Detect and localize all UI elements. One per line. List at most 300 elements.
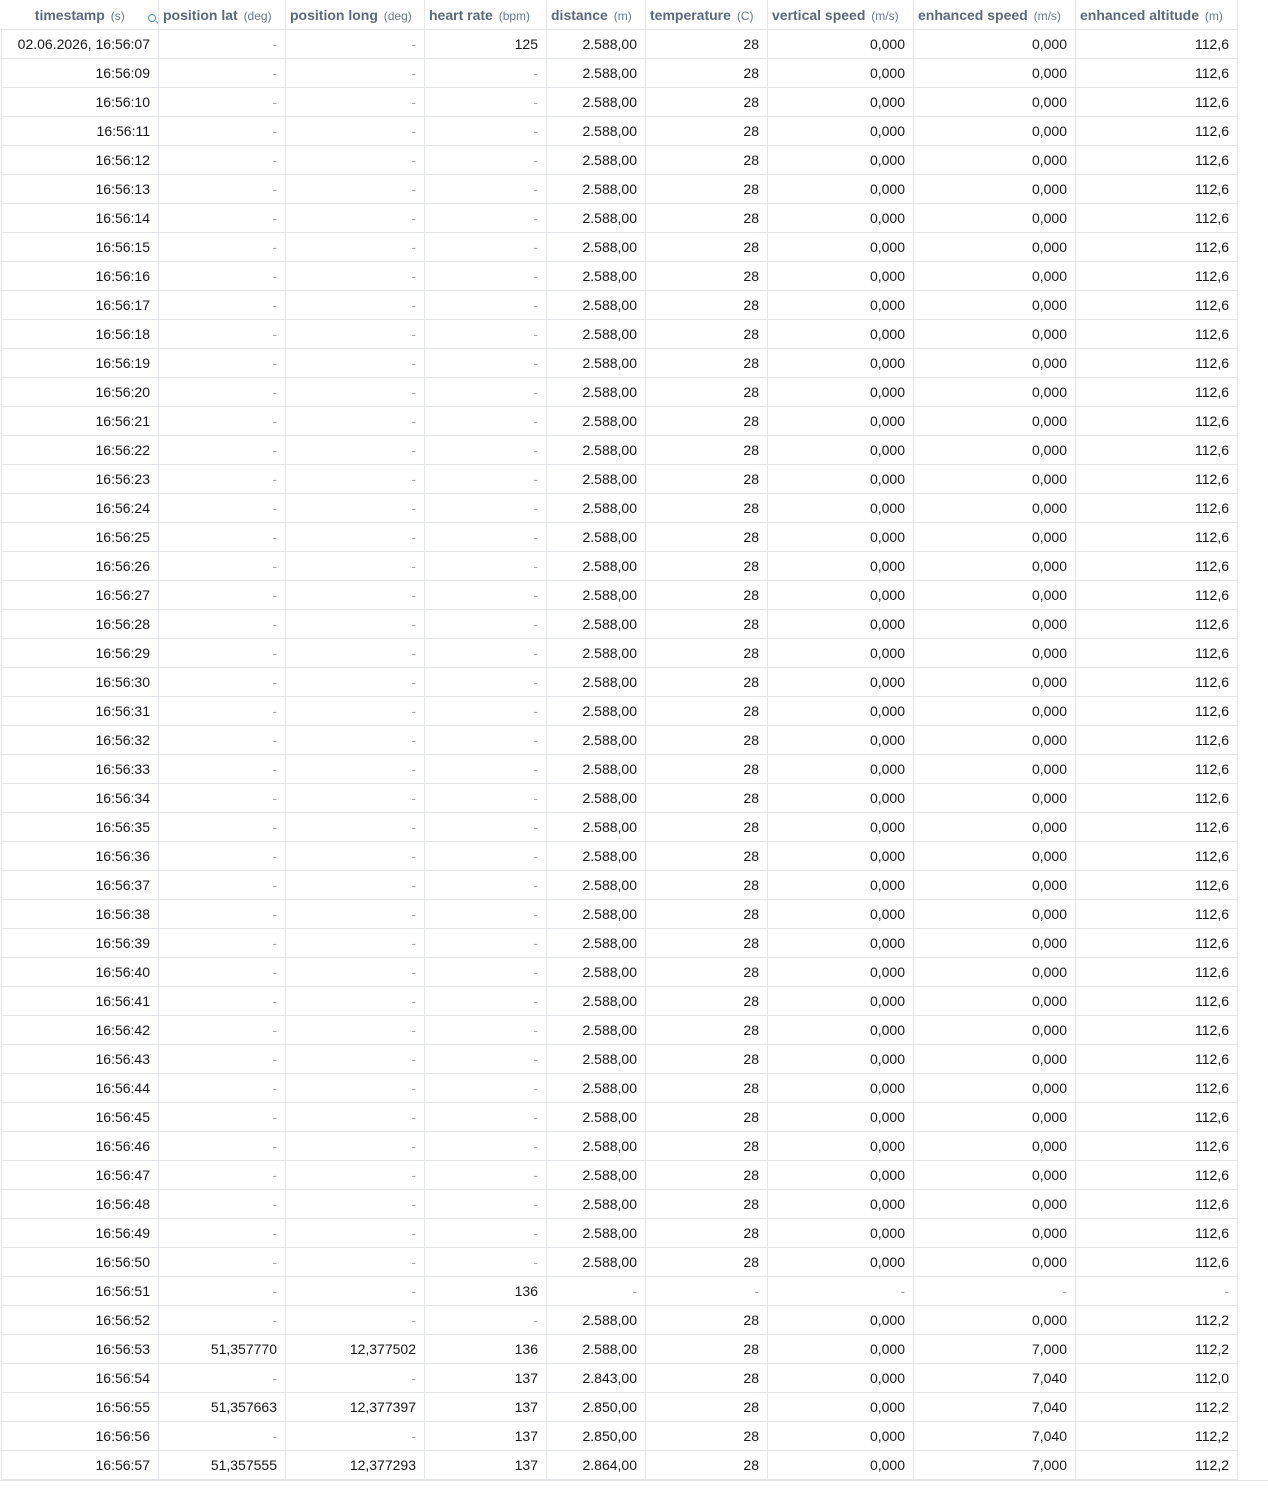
- table-cell-timestamp: 16:56:24: [2, 494, 159, 523]
- table-cell-vertical-speed: 0,000: [768, 320, 914, 349]
- table-cell-enhanced-altitude: 112,6: [1076, 1161, 1238, 1190]
- table-cell-vertical-speed: 0,000: [768, 291, 914, 320]
- table-cell-position-lat: -: [159, 987, 286, 1016]
- table-row[interactable]: [2, 1074, 1238, 1103]
- table-row[interactable]: [2, 291, 1238, 320]
- table-cell-enhanced-altitude: 112,6: [1076, 59, 1238, 88]
- table-cell-enhanced-speed: 0,000: [914, 146, 1076, 175]
- table-cell-timestamp: 16:56:31: [2, 697, 159, 726]
- column-header-label: position long: [290, 6, 378, 23]
- table-cell-enhanced-speed: 0,000: [914, 59, 1076, 88]
- table-cell-vertical-speed: 0,000: [768, 378, 914, 407]
- table-cell-enhanced-altitude: 112,6: [1076, 320, 1238, 349]
- table-cell-position-lat: -: [159, 871, 286, 900]
- table-cell-position-lat: -: [159, 755, 286, 784]
- table-cell-position-long: -: [286, 1248, 425, 1277]
- table-cell-enhanced-speed: 0,000: [914, 581, 1076, 610]
- table-cell-heart-rate: 137: [425, 1364, 547, 1393]
- table-cell-position-long: -: [286, 436, 425, 465]
- table-cell-heart-rate: -: [425, 668, 547, 697]
- table-cell-enhanced-altitude: 112,6: [1076, 1074, 1238, 1103]
- table-cell-temperature: 28: [646, 262, 768, 291]
- table-cell-position-long: -: [286, 88, 425, 117]
- table-row[interactable]: [2, 1277, 1238, 1306]
- column-header-enhanced-altitude[interactable]: [1076, 0, 1238, 30]
- table-cell-enhanced-altitude: 112,6: [1076, 900, 1238, 929]
- table-row[interactable]: [2, 1335, 1238, 1364]
- table-cell-vertical-speed: 0,000: [768, 117, 914, 146]
- data-table: [1, 0, 1238, 1480]
- table-cell-enhanced-speed: 0,000: [914, 668, 1076, 697]
- table-cell-position-long: -: [286, 117, 425, 146]
- table-cell-vertical-speed: 0,000: [768, 871, 914, 900]
- table-cell-vertical-speed: 0,000: [768, 175, 914, 204]
- table-cell-position-long: -: [286, 755, 425, 784]
- column-header-heart-rate[interactable]: [425, 0, 547, 30]
- table-cell-timestamp: 16:56:38: [2, 900, 159, 929]
- table-row[interactable]: [2, 494, 1238, 523]
- table-cell-position-long: -: [286, 610, 425, 639]
- table-row[interactable]: [2, 639, 1238, 668]
- table-cell-temperature: 28: [646, 726, 768, 755]
- column-header-unit: (bpm): [498, 8, 531, 23]
- column-header-label: vertical speed: [772, 6, 866, 23]
- table-row[interactable]: [2, 1306, 1238, 1335]
- table-cell-enhanced-altitude: 112,2: [1076, 1422, 1238, 1451]
- table-cell-position-lat: -: [159, 436, 286, 465]
- table-cell-heart-rate: -: [425, 784, 547, 813]
- table-cell-temperature: 28: [646, 929, 768, 958]
- table-cell-position-lat: -: [159, 1045, 286, 1074]
- table-cell-vertical-speed: 0,000: [768, 1016, 914, 1045]
- table-cell-position-lat: -: [159, 581, 286, 610]
- table-cell-heart-rate: 137: [425, 1422, 547, 1451]
- table-cell-heart-rate: -: [425, 1074, 547, 1103]
- table-cell-vertical-speed: 0,000: [768, 262, 914, 291]
- table-cell-position-long: -: [286, 1045, 425, 1074]
- table-cell-enhanced-speed: 7,000: [914, 1335, 1076, 1364]
- table-cell-heart-rate: -: [425, 465, 547, 494]
- table-cell-vertical-speed: 0,000: [768, 1074, 914, 1103]
- table-cell-enhanced-altitude: 112,6: [1076, 726, 1238, 755]
- table-cell-distance: 2.588,00: [547, 900, 646, 929]
- table-cell-enhanced-altitude: 112,6: [1076, 842, 1238, 871]
- table-cell-timestamp: 16:56:29: [2, 639, 159, 668]
- column-header-enhanced-speed[interactable]: [914, 0, 1076, 30]
- table-cell-temperature: 28: [646, 407, 768, 436]
- table-cell-enhanced-altitude: 112,6: [1076, 146, 1238, 175]
- table-cell-temperature: 28: [646, 610, 768, 639]
- table-cell-heart-rate: 137: [425, 1393, 547, 1422]
- table-cell-distance: 2.588,00: [547, 1190, 646, 1219]
- table-cell-position-long: -: [286, 1422, 425, 1451]
- table-cell-distance: 2.588,00: [547, 175, 646, 204]
- table-cell-heart-rate: -: [425, 1306, 547, 1335]
- table-cell-timestamp: 16:56:23: [2, 465, 159, 494]
- table-cell-enhanced-speed: 0,000: [914, 204, 1076, 233]
- table-cell-enhanced-altitude: 112,6: [1076, 610, 1238, 639]
- table-cell-heart-rate: -: [425, 755, 547, 784]
- table-cell-position-lat: -: [159, 813, 286, 842]
- table-cell-temperature: 28: [646, 900, 768, 929]
- table-cell-vertical-speed: 0,000: [768, 929, 914, 958]
- table-cell-distance: 2.588,00: [547, 755, 646, 784]
- table-row[interactable]: [2, 1248, 1238, 1277]
- table-cell-timestamp: 16:56:55: [2, 1393, 159, 1422]
- table-cell-vertical-speed: 0,000: [768, 813, 914, 842]
- table-cell-temperature: 28: [646, 320, 768, 349]
- table-cell-heart-rate: -: [425, 349, 547, 378]
- table-row[interactable]: [2, 726, 1238, 755]
- table-cell-temperature: 28: [646, 1161, 768, 1190]
- table-cell-position-lat: -: [159, 523, 286, 552]
- table-cell-timestamp: 02.06.2026, 16:56:07: [2, 30, 159, 59]
- table-cell-heart-rate: -: [425, 610, 547, 639]
- table-cell-enhanced-altitude: 112,6: [1076, 175, 1238, 204]
- table-cell-enhanced-speed: 0,000: [914, 639, 1076, 668]
- table-cell-heart-rate: -: [425, 987, 547, 1016]
- table-cell-timestamp: 16:56:13: [2, 175, 159, 204]
- table-row[interactable]: [2, 1219, 1238, 1248]
- table-cell-position-long: -: [286, 871, 425, 900]
- table-cell-position-long: -: [286, 146, 425, 175]
- table-cell-timestamp: 16:56:36: [2, 842, 159, 871]
- column-header-label: enhanced speed: [918, 6, 1028, 23]
- table-cell-timestamp: 16:56:19: [2, 349, 159, 378]
- table-cell-distance: 2.588,00: [547, 639, 646, 668]
- table-cell-temperature: 28: [646, 494, 768, 523]
- header-row: [2, 0, 1238, 30]
- table-cell-timestamp: 16:56:50: [2, 1248, 159, 1277]
- table-cell-timestamp: 16:56:27: [2, 581, 159, 610]
- table-cell-enhanced-altitude: 112,6: [1076, 581, 1238, 610]
- table-row[interactable]: [2, 262, 1238, 291]
- table-cell-position-lat: -: [159, 320, 286, 349]
- table-cell-position-long: 12,377397: [286, 1393, 425, 1422]
- table-cell-vertical-speed: 0,000: [768, 494, 914, 523]
- table-cell-enhanced-altitude: 112,6: [1076, 30, 1238, 59]
- table-cell-distance: 2.850,00: [547, 1422, 646, 1451]
- table-cell-vertical-speed: 0,000: [768, 639, 914, 668]
- table-cell-position-long: -: [286, 465, 425, 494]
- table-cell-enhanced-altitude: 112,6: [1076, 1045, 1238, 1074]
- table-row[interactable]: [2, 1422, 1238, 1451]
- table-row[interactable]: [2, 842, 1238, 871]
- table-cell-enhanced-altitude: -: [1076, 1277, 1238, 1306]
- table-cell-enhanced-speed: 0,000: [914, 494, 1076, 523]
- table-row[interactable]: [2, 1364, 1238, 1393]
- table-row[interactable]: [2, 378, 1238, 407]
- column-header-temperature[interactable]: [646, 0, 768, 30]
- table-cell-distance: 2.588,00: [547, 523, 646, 552]
- table-cell-enhanced-altitude: 112,6: [1076, 1103, 1238, 1132]
- table-cell-enhanced-altitude: 112,6: [1076, 465, 1238, 494]
- table-cell-distance: 2.588,00: [547, 494, 646, 523]
- table-cell-vertical-speed: 0,000: [768, 407, 914, 436]
- table-cell-vertical-speed: 0,000: [768, 581, 914, 610]
- table-cell-enhanced-speed: 0,000: [914, 842, 1076, 871]
- table-cell-heart-rate: -: [425, 1161, 547, 1190]
- table-cell-temperature: 28: [646, 1045, 768, 1074]
- table-cell-position-long: -: [286, 1306, 425, 1335]
- table-cell-vertical-speed: -: [768, 1277, 914, 1306]
- table-cell-temperature: 28: [646, 523, 768, 552]
- table-cell-position-lat: -: [159, 639, 286, 668]
- table-row[interactable]: [2, 900, 1238, 929]
- table-cell-distance: 2.850,00: [547, 1393, 646, 1422]
- table-cell-enhanced-altitude: 112,6: [1076, 1219, 1238, 1248]
- table-cell-temperature: 28: [646, 30, 768, 59]
- table-cell-distance: 2.588,00: [547, 1248, 646, 1277]
- table-cell-heart-rate: -: [425, 1132, 547, 1161]
- table-row[interactable]: [2, 436, 1238, 465]
- table-cell-vertical-speed: 0,000: [768, 1335, 914, 1364]
- table-row[interactable]: [2, 146, 1238, 175]
- table-cell-temperature: 28: [646, 1219, 768, 1248]
- table-cell-enhanced-altitude: 112,6: [1076, 88, 1238, 117]
- column-header-vertical-speed[interactable]: [768, 0, 914, 30]
- table-cell-position-lat: -: [159, 1103, 286, 1132]
- table-row[interactable]: [2, 958, 1238, 987]
- table-cell-enhanced-speed: -: [914, 1277, 1076, 1306]
- table-row[interactable]: [2, 349, 1238, 378]
- table-cell-position-lat: -: [159, 929, 286, 958]
- table-cell-distance: 2.588,00: [547, 987, 646, 1016]
- table-cell-enhanced-speed: 0,000: [914, 1074, 1076, 1103]
- table-cell-position-lat: -: [159, 1074, 286, 1103]
- column-header-label: enhanced altitude: [1080, 6, 1200, 23]
- table-cell-timestamp: 16:56:33: [2, 755, 159, 784]
- table-row[interactable]: [2, 610, 1238, 639]
- table-row[interactable]: [2, 233, 1238, 262]
- table-cell-position-long: 12,377502: [286, 1335, 425, 1364]
- table-cell-position-long: -: [286, 552, 425, 581]
- table-row[interactable]: [2, 755, 1238, 784]
- table-cell-distance: 2.588,00: [547, 1306, 646, 1335]
- table-cell-temperature: 28: [646, 378, 768, 407]
- table-cell-timestamp: 16:56:09: [2, 59, 159, 88]
- table-row[interactable]: [2, 30, 1238, 59]
- table-cell-position-lat: -: [159, 30, 286, 59]
- table-row[interactable]: [2, 204, 1238, 233]
- table-cell-heart-rate: -: [425, 59, 547, 88]
- table-cell-position-lat: -: [159, 175, 286, 204]
- column-header-position-lat[interactable]: [159, 0, 286, 30]
- column-header-timestamp[interactable]: [2, 0, 159, 30]
- table-cell-timestamp: 16:56:49: [2, 1219, 159, 1248]
- column-header-position-long[interactable]: [286, 0, 425, 30]
- table-cell-position-lat: 51,357555: [159, 1451, 286, 1480]
- table-cell-position-long: -: [286, 1161, 425, 1190]
- table-row[interactable]: [2, 1103, 1238, 1132]
- table-row[interactable]: [2, 784, 1238, 813]
- table-cell-heart-rate: -: [425, 900, 547, 929]
- column-header-distance[interactable]: [547, 0, 646, 30]
- table-cell-timestamp: 16:56:30: [2, 668, 159, 697]
- table-cell-temperature: 28: [646, 436, 768, 465]
- table-cell-position-long: -: [286, 987, 425, 1016]
- table-cell-position-long: -: [286, 407, 425, 436]
- table-cell-enhanced-speed: 0,000: [914, 291, 1076, 320]
- table-cell-heart-rate: -: [425, 175, 547, 204]
- table-cell-enhanced-altitude: 112,6: [1076, 436, 1238, 465]
- table-cell-timestamp: 16:56:12: [2, 146, 159, 175]
- table-cell-distance: 2.588,00: [547, 813, 646, 842]
- table-cell-position-long: -: [286, 204, 425, 233]
- table-cell-timestamp: 16:56:10: [2, 88, 159, 117]
- table-row[interactable]: [2, 1161, 1238, 1190]
- table-cell-timestamp: 16:56:32: [2, 726, 159, 755]
- table-cell-position-lat: -: [159, 378, 286, 407]
- table-cell-temperature: 28: [646, 1248, 768, 1277]
- table-cell-enhanced-speed: 0,000: [914, 320, 1076, 349]
- table-cell-position-lat: -: [159, 726, 286, 755]
- table-cell-heart-rate: 125: [425, 30, 547, 59]
- table-cell-position-lat: -: [159, 1422, 286, 1451]
- table-row[interactable]: [2, 1190, 1238, 1219]
- table-cell-enhanced-speed: 7,040: [914, 1364, 1076, 1393]
- table-cell-enhanced-altitude: 112,6: [1076, 813, 1238, 842]
- table-cell-enhanced-altitude: 112,6: [1076, 349, 1238, 378]
- table-cell-distance: 2.588,00: [547, 320, 646, 349]
- table-cell-position-lat: -: [159, 262, 286, 291]
- table-cell-position-long: -: [286, 262, 425, 291]
- table-row[interactable]: [2, 523, 1238, 552]
- table-cell-vertical-speed: 0,000: [768, 1132, 914, 1161]
- table-cell-timestamp: 16:56:47: [2, 1161, 159, 1190]
- table-cell-position-long: -: [286, 349, 425, 378]
- table-cell-timestamp: 16:56:11: [2, 117, 159, 146]
- table-cell-temperature: 28: [646, 697, 768, 726]
- table-cell-timestamp: 16:56:40: [2, 958, 159, 987]
- table-row[interactable]: [2, 175, 1238, 204]
- table-row[interactable]: [2, 581, 1238, 610]
- table-cell-distance: 2.588,00: [547, 146, 646, 175]
- table-cell-position-lat: -: [159, 494, 286, 523]
- table-row[interactable]: [2, 871, 1238, 900]
- table-cell-heart-rate: -: [425, 523, 547, 552]
- table-cell-temperature: 28: [646, 1422, 768, 1451]
- table-cell-enhanced-altitude: 112,6: [1076, 1248, 1238, 1277]
- table-cell-timestamp: 16:56:52: [2, 1306, 159, 1335]
- table-cell-vertical-speed: 0,000: [768, 1306, 914, 1335]
- table-cell-distance: 2.588,00: [547, 1132, 646, 1161]
- table-cell-distance: 2.588,00: [547, 871, 646, 900]
- table-cell-distance: 2.588,00: [547, 929, 646, 958]
- table-row[interactable]: [2, 552, 1238, 581]
- table-cell-enhanced-speed: 0,000: [914, 1161, 1076, 1190]
- table-cell-distance: 2.588,00: [547, 204, 646, 233]
- table-cell-position-long: -: [286, 1190, 425, 1219]
- table-cell-heart-rate: -: [425, 871, 547, 900]
- table-row[interactable]: [2, 407, 1238, 436]
- table-cell-vertical-speed: 0,000: [768, 842, 914, 871]
- table-cell-vertical-speed: 0,000: [768, 552, 914, 581]
- table-cell-vertical-speed: 0,000: [768, 1161, 914, 1190]
- table-cell-enhanced-altitude: 112,6: [1076, 552, 1238, 581]
- column-header-unit: (deg): [243, 8, 272, 23]
- table-cell-heart-rate: -: [425, 233, 547, 262]
- table-cell-timestamp: 16:56:53: [2, 1335, 159, 1364]
- search-icon[interactable]: [148, 14, 156, 22]
- table-cell-position-long: -: [286, 1132, 425, 1161]
- table-row[interactable]: [2, 320, 1238, 349]
- table-row[interactable]: [2, 929, 1238, 958]
- table-cell-timestamp: 16:56:18: [2, 320, 159, 349]
- table-cell-temperature: 28: [646, 1103, 768, 1132]
- table-cell-timestamp: 16:56:16: [2, 262, 159, 291]
- table-cell-enhanced-altitude: 112,6: [1076, 1190, 1238, 1219]
- column-header-label: timestamp: [34, 6, 105, 23]
- table-cell-enhanced-altitude: 112,6: [1076, 639, 1238, 668]
- table-row[interactable]: [2, 1045, 1238, 1074]
- table-cell-timestamp: 16:56:42: [2, 1016, 159, 1045]
- table-cell-timestamp: 16:56:15: [2, 233, 159, 262]
- table-row[interactable]: [2, 1132, 1238, 1161]
- table-cell-distance: 2.588,00: [547, 1045, 646, 1074]
- table-cell-enhanced-altitude: 112,2: [1076, 1393, 1238, 1422]
- table-cell-enhanced-speed: 0,000: [914, 378, 1076, 407]
- table-cell-vertical-speed: 0,000: [768, 900, 914, 929]
- table-row[interactable]: [2, 697, 1238, 726]
- table-cell-position-long: -: [286, 1016, 425, 1045]
- table-cell-position-lat: -: [159, 668, 286, 697]
- table-cell-distance: 2.588,00: [547, 552, 646, 581]
- table-row[interactable]: [2, 465, 1238, 494]
- table-cell-heart-rate: 137: [425, 1451, 547, 1480]
- table-cell-enhanced-altitude: 112,6: [1076, 958, 1238, 987]
- column-header-unit: (m/s): [871, 8, 899, 23]
- table-cell-temperature: 28: [646, 668, 768, 697]
- table-cell-heart-rate: -: [425, 204, 547, 233]
- table-cell-position-lat: -: [159, 146, 286, 175]
- table-row[interactable]: [2, 1451, 1238, 1480]
- table-cell-vertical-speed: 0,000: [768, 987, 914, 1016]
- table-cell-position-long: -: [286, 494, 425, 523]
- table-cell-heart-rate: -: [425, 581, 547, 610]
- table-row[interactable]: [2, 1393, 1238, 1422]
- table-cell-enhanced-altitude: 112,0: [1076, 1364, 1238, 1393]
- table-cell-distance: 2.588,00: [547, 465, 646, 494]
- table-cell-timestamp: 16:56:39: [2, 929, 159, 958]
- table-row[interactable]: [2, 117, 1238, 146]
- table-row[interactable]: [2, 1016, 1238, 1045]
- table-cell-enhanced-altitude: 112,6: [1076, 1016, 1238, 1045]
- table-cell-heart-rate: -: [425, 697, 547, 726]
- table-cell-heart-rate: -: [425, 726, 547, 755]
- table-cell-position-long: -: [286, 1103, 425, 1132]
- table-row[interactable]: [2, 59, 1238, 88]
- table-row[interactable]: [2, 813, 1238, 842]
- table-cell-distance: 2.588,00: [547, 233, 646, 262]
- table-cell-distance: 2.588,00: [547, 842, 646, 871]
- table-cell-distance: 2.588,00: [547, 349, 646, 378]
- table-cell-heart-rate: -: [425, 88, 547, 117]
- table-cell-temperature: 28: [646, 1306, 768, 1335]
- table-row[interactable]: [2, 668, 1238, 697]
- table-cell-temperature: 28: [646, 1190, 768, 1219]
- table-row[interactable]: [2, 88, 1238, 117]
- table-cell-temperature: 28: [646, 59, 768, 88]
- table-cell-position-lat: -: [159, 1306, 286, 1335]
- table-cell-enhanced-altitude: 112,6: [1076, 494, 1238, 523]
- column-header-unit: (s): [110, 8, 125, 23]
- table-cell-vertical-speed: 0,000: [768, 1190, 914, 1219]
- table-cell-heart-rate: -: [425, 552, 547, 581]
- table-cell-temperature: 28: [646, 291, 768, 320]
- table-row[interactable]: [2, 987, 1238, 1016]
- table-cell-distance: 2.588,00: [547, 581, 646, 610]
